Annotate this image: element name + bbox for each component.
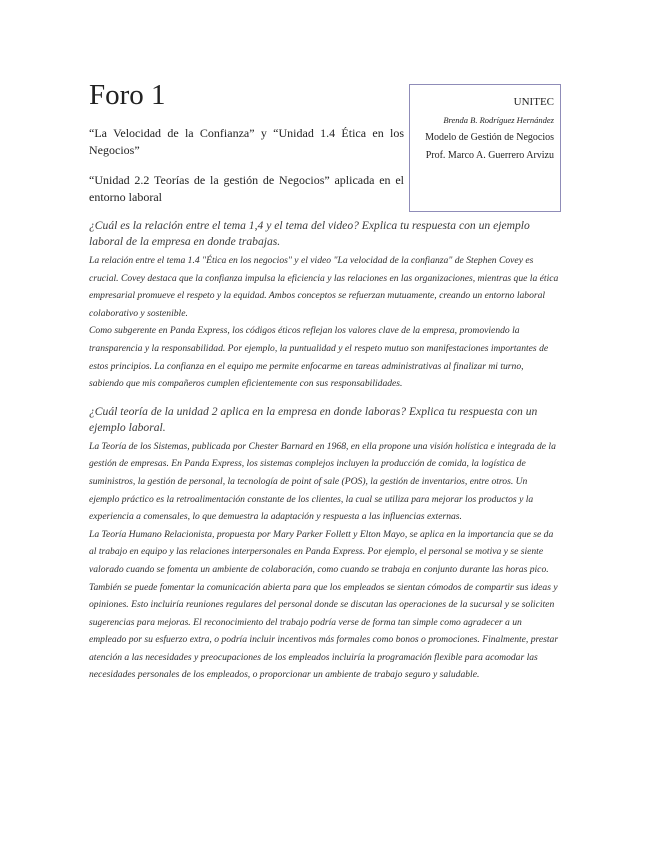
answer-1-paragraph-2: Como subgerente en Panda Express, los códigos éticos reflejan los valores clave de la empresa, promoviendo la transparencia y la responsabilidad. Por ejemplo, la puntualidad y el respeto mutuo son manifestaciones importantes de estos principios. La confianza en el equipo me permite enfocarme en tareas administrativas al finalizar mi turno, sabiendo que mis compañeros cumplen eficientemente con sus responsabilidades. <box>89 325 549 390</box>
professor-name: Prof. Marco A. Guerrero Arvizu <box>425 150 554 161</box>
page-title: Foro 1 <box>89 79 166 111</box>
answer-2-paragraph-1: La Teoría de los Sistemas, publicada por Chester Barnard en 1968, en ella propone una visión holística e integrada de la gestión de empresas. En Panda Express, los sistemas complejos incluyen la producción de comida, la logística de suministros, la gestión de personal, la tecnología de point of sale (POS), la gestión de inventarios, entre otros. Un ejemplo práctico es la retroalimentación constante de los clientes, la cual se utiliza para mejorar los productos y la experiencia a comensales, lo que demuestra la adaptación y respuesta a las influencias externas. <box>89 440 556 523</box>
question-2: ¿Cuál teoría de la unidad 2 aplica en la empresa en donde laboras? Explica tu respuesta con un ejemplo laboral. <box>89 404 538 434</box>
question-1: ¿Cuál es la relación entre el tema 1,4 y el tema del video? Explica tu respuesta con un ejemplo laboral de la empresa en donde trabajas. <box>89 219 530 248</box>
student-name: Brenda B. Rodríguez Hernández <box>443 115 554 125</box>
course-name: Modelo de Gestión de Negocios <box>425 132 554 143</box>
subtitle-unit: “Unidad 2.2 Teorías de la gestión de Negocios” aplicada en el entorno laboral <box>89 173 404 204</box>
answer-2-paragraph-2: La Teoría Humano Relacionista, propuesta por Mary Parker Follett y Elton Mayo, se aplica en la importancia que se da al trabajo en equipo y las relaciones interpersonales en Panda Express. Por ejemplo, el personal se motiva y se siente valorado cuando se fomenta un ambiente de colaboración, como cuando se trabaja en conjunto durante las horas pico. También se puede fomentar la comunicación abierta para que los empleados se sientan cómodos de compartir sus ideas y opiniones. Esto incluiría reuniones regulares del personal donde se discutan las operaciones de la sucursal y se soliciten sugerencias para mejoras. El reconocimiento del trabajo podría verse de forma tan simple como agradecer a un empleado por su esfuerzo extra, o podría incluir incentivos más formales como bonos o promociones. Finalmente, prestar atención a las necesidades y preocupaciones de los empleados incluiría la programación flexible para acomodar las necesidades personales de los empleados, o proporcionar un ambiente de trabajo seguro y saludable. <box>89 528 559 681</box>
subtitle-topics: “La Velocidad de la Confianza” y “Unidad 1.4 Ética en los Negocios” <box>89 126 404 157</box>
university-name: UNITEC <box>513 96 554 108</box>
author-info-box <box>409 84 561 212</box>
answer-1-paragraph-1: La relación entre el tema 1.4 "Ética en los negocios" y el video "La velocidad de la confianza" de Stephen Covey es crucial. Covey destaca que la confianza impulsa la eficiencia y las relaciones en las organizaciones, mientras que la ética empresarial promueve el respeto y la equidad. Ambos conceptos se refuerzan mutuamente, creando un entorno laboral colaborativo y sostenible. <box>89 255 559 319</box>
forum-body <box>89 218 559 684</box>
